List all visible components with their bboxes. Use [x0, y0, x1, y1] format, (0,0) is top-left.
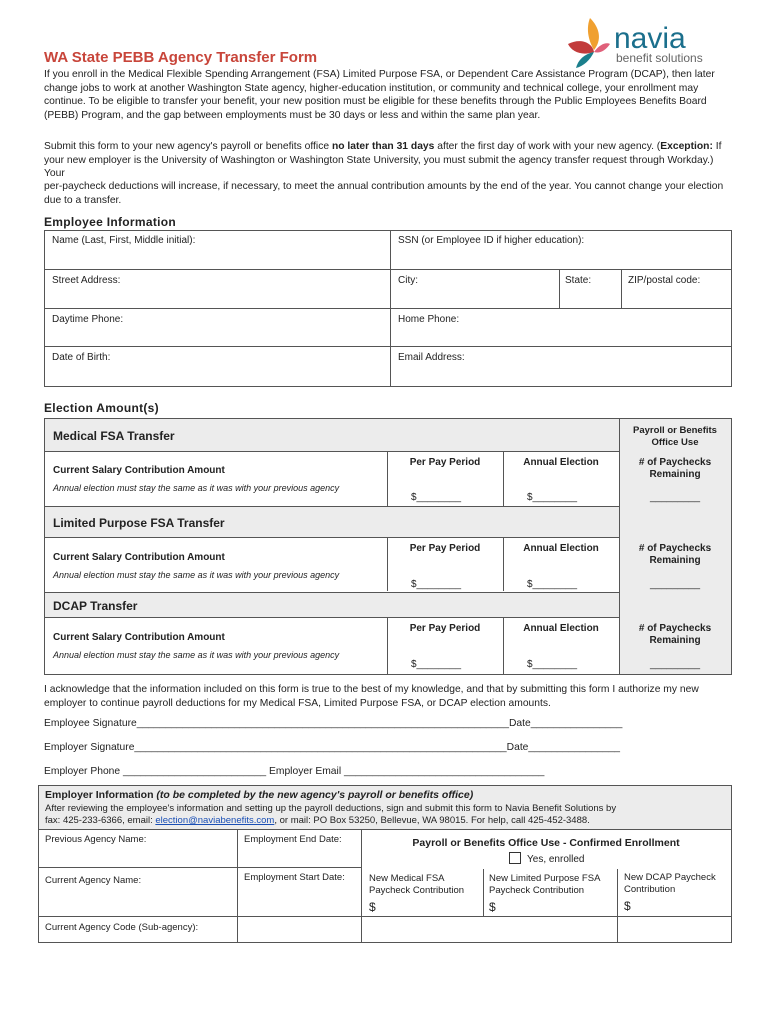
employer-info-heading — [45, 789, 473, 801]
submit-text-e: If your new employer is the University of Washington or Washington State University, you must submit the agency transfer request through Workday.) Your — [44, 141, 722, 179]
lp-fsa-title: Limited Purpose FSA Transfer — [53, 516, 225, 530]
confirmed-enrollment-heading: Payroll or Benefits Office Use - Confirmed Enrollment — [412, 837, 680, 849]
name-field[interactable]: Name (Last, First, Middle initial): — [52, 235, 196, 246]
employer-mail-text: , or mail: PO Box 53250, Bellevue, WA 98015. For help, call 425-452-3488. — [274, 815, 590, 826]
logo-word: navia — [614, 22, 686, 55]
logo-petal-teal-icon — [576, 52, 594, 68]
lp-current-label: Current Salary Contribution Amount — [53, 552, 225, 563]
medical-annual-label: Annual Election — [523, 457, 599, 468]
employment-start-date-field[interactable]: Employment Start Date: — [244, 872, 345, 883]
submit-text-a: Submit this form to your new agency's payroll or benefits office — [44, 141, 332, 152]
medical-fsa-title: Medical FSA Transfer — [53, 429, 175, 443]
dcap-current-note: Annual election must stay the same as it was with your previous agency — [53, 650, 340, 660]
date-of-birth-field[interactable]: Date of Birth: — [52, 352, 111, 363]
employee-info-table — [44, 230, 732, 387]
city-field[interactable]: City: — [398, 275, 418, 286]
new-lp-fsa-input[interactable]: $ — [489, 900, 496, 914]
lp-paychecks-label: # of Paychecks Remaining — [638, 543, 712, 566]
deadline-text: no later than 31 days — [331, 141, 435, 152]
dcap-current-label: Current Salary Contribution Amount — [53, 632, 225, 643]
employer-signature-line[interactable]: Employer Signature_________________________________________________________________Date________________ — [44, 742, 621, 753]
employer-contact-line[interactable]: Employer Phone _________________________ Employer Email ___________________________________ — [44, 766, 545, 777]
lp-per-pay-input[interactable]: $________ — [411, 579, 462, 590]
dcap-annual-input[interactable]: $________ — [527, 659, 578, 670]
new-dcap-input[interactable]: $ — [624, 899, 631, 913]
employer-instructions-1: After reviewing the employee's information and setting up the payroll deductions, sign and submit this form to Navia Benefit Solutions by — [45, 803, 617, 814]
dcap-per-pay-input[interactable]: $________ — [411, 659, 462, 670]
employer-fax-text: fax: 425-233-6366, email: — [45, 815, 156, 826]
state-field[interactable]: State: — [565, 275, 592, 286]
email-address-field[interactable]: Email Address: — [398, 352, 465, 363]
employer-heading-label: Employer Information — [45, 789, 154, 801]
employee-signature-line[interactable]: Employee Signature_________________________________________________________________Date________________ — [44, 718, 623, 729]
employee-info-heading: Employee Information — [44, 215, 177, 229]
previous-agency-field[interactable]: Previous Agency Name: — [45, 834, 147, 845]
dcap-annual-label: Annual Election — [523, 623, 599, 634]
medical-annual-input[interactable]: $________ — [527, 492, 578, 503]
intro-paragraph: If you enroll in the Medical Flexible Spending Arrangement (FSA) Limited Purpose FSA, or Dependent Care Assistance Program (DCAP), then later change jobs to work at another Washington State agency, higher-education institution, or community and technical college, your enrollment may continue. To be eligible to transfer your benefit, your new position must be eligible for these benefits through the Public Employees Benefits Board (PEBB) Program, and the gap between employments must be 30 days or less and within the same plan year. — [44, 69, 715, 121]
submit-paragraph — [44, 140, 734, 181]
navia-logo — [560, 14, 730, 72]
submit-text-c: after the first day of work with your new agency. ( — [434, 141, 661, 152]
acknowledgement-text: I acknowledge that the information included on this form is true to the best of my knowledge, and that by submitting this form I authorize my new employer to continue payroll deductions for my Medical FSA, Limited Purpose FSA, or DCAP election amounts. — [44, 684, 699, 709]
logo-petal-red-icon — [568, 41, 594, 53]
exception-label: Exception: — [660, 141, 713, 152]
new-medical-fsa-label: New Medical FSA Paycheck Contribution — [369, 873, 465, 896]
yes-enrolled-label: Yes, enrolled — [527, 854, 585, 865]
dcap-paychecks-input[interactable]: _________ — [649, 659, 701, 670]
medical-per-pay-label: Per Pay Period — [409, 457, 481, 468]
election-email-link[interactable]: election@naviabenefits.com — [155, 815, 275, 826]
current-agency-field[interactable]: Current Agency Name: — [45, 875, 142, 886]
lp-current-note: Annual election must stay the same as it was with your previous agency — [53, 570, 340, 580]
employment-end-date-field[interactable]: Employment End Date: — [244, 834, 342, 845]
home-phone-field[interactable]: Home Phone: — [398, 314, 460, 325]
employer-instructions-2 — [45, 815, 590, 827]
election-table — [44, 418, 732, 675]
daytime-phone-field[interactable]: Daytime Phone: — [52, 314, 124, 325]
medical-current-label: Current Salary Contribution Amount — [53, 465, 225, 476]
medical-per-pay-input[interactable]: $________ — [411, 492, 462, 503]
new-lp-fsa-label: New Limited Purpose FSA Paycheck Contribution — [489, 873, 600, 896]
medical-current-note: Annual election must stay the same as it was with your previous agency — [53, 483, 340, 493]
lp-annual-label: Annual Election — [523, 543, 599, 554]
lp-annual-input[interactable]: $________ — [527, 579, 578, 590]
office-use-label: Payroll or Benefits Office Use — [633, 425, 717, 448]
logo-sub: benefit solutions — [616, 51, 703, 65]
lp-paychecks-input[interactable]: _________ — [649, 579, 701, 590]
zip-field[interactable]: ZIP/postal code: — [628, 275, 701, 286]
employer-heading-note: (to be completed by the new agency's payroll or benefits office) — [153, 789, 474, 801]
yes-enrolled-option[interactable] — [509, 852, 584, 866]
new-dcap-label: New DCAP Paycheck Contribution — [624, 872, 716, 895]
medical-paychecks-input[interactable]: _________ — [649, 492, 701, 503]
lp-per-pay-label: Per Pay Period — [409, 543, 481, 554]
dcap-title: DCAP Transfer — [53, 599, 138, 613]
deduction-paragraph: per-paycheck deductions will increase, if necessary, to meet the annual contribution amounts by the end of the year. You cannot change your election due to a transfer. — [44, 181, 724, 206]
ssn-field[interactable]: SSN (or Employee ID if higher education): — [398, 235, 585, 246]
medical-paychecks-label: # of Paychecks Remaining — [638, 457, 712, 480]
dcap-paychecks-label: # of Paychecks Remaining — [638, 623, 712, 646]
dcap-per-pay-label: Per Pay Period — [409, 623, 481, 634]
election-heading: Election Amount(s) — [44, 401, 159, 415]
yes-enrolled-checkbox[interactable] — [509, 852, 521, 864]
employer-info-table — [38, 785, 732, 943]
new-medical-fsa-input[interactable]: $ — [369, 900, 376, 914]
agency-code-field[interactable]: Current Agency Code (Sub-agency): — [45, 922, 199, 933]
form-title: WA State PEBB Agency Transfer Form — [44, 49, 318, 66]
street-address-field[interactable]: Street Address: — [52, 275, 121, 286]
